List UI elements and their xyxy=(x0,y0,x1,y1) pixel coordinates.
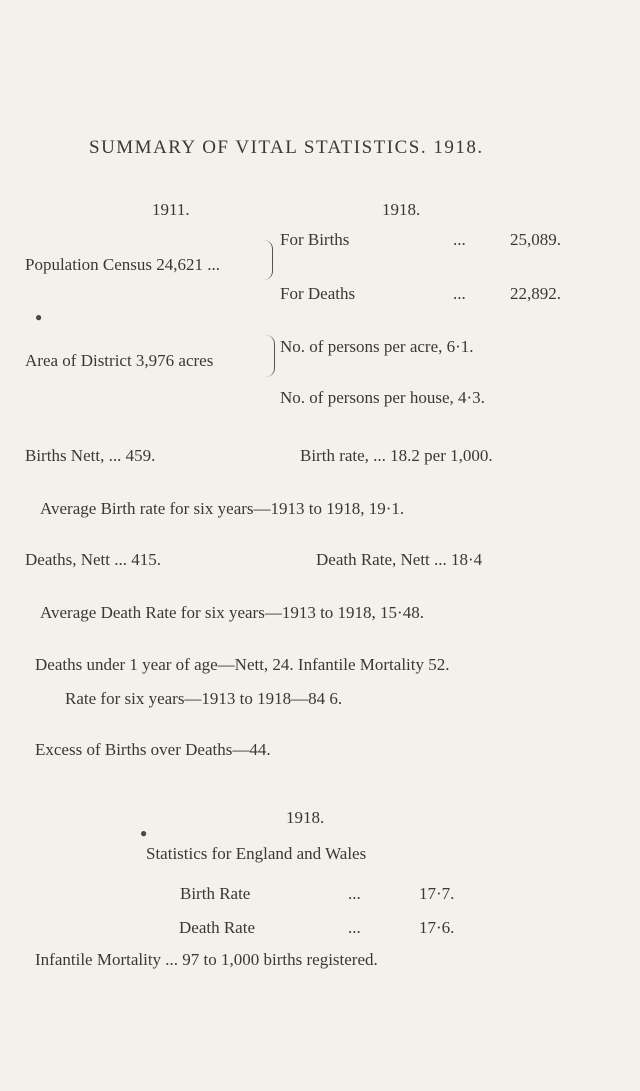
england-birth-label: Birth Rate xyxy=(180,884,251,903)
deaths-nett: Deaths, Nett ... 415. xyxy=(25,550,161,569)
england-birth-dots: ... xyxy=(348,884,361,903)
england-death-dots: ... xyxy=(348,918,361,937)
birth-rate: Birth rate, ... 18.2 per 1,000. xyxy=(300,446,493,465)
births-nett: Births Nett, ... 459. xyxy=(25,446,156,465)
births-value: 25,089. xyxy=(510,230,561,249)
year-1911-heading: 1911. xyxy=(152,200,190,219)
births-label: For Births xyxy=(280,230,350,249)
infant-deaths-line: Deaths under 1 year of age—Nett, 24. Infantile Mortality 52. xyxy=(35,655,450,674)
infant-rate-line: Rate for six years—1913 to 1918—84 6. xyxy=(65,689,343,708)
deaths-dots: ... xyxy=(453,284,466,303)
england-death-value: 17·6. xyxy=(419,918,455,937)
births-dots: ... xyxy=(453,230,466,249)
death-rate-nett: Death Rate, Nett ... 18·4 xyxy=(316,550,483,569)
population-brace xyxy=(262,240,273,280)
deaths-label: For Deaths xyxy=(280,284,356,303)
deaths-value: 22,892. xyxy=(510,284,561,303)
persons-per-acre: No. of persons per acre, 6·1. xyxy=(280,337,474,356)
average-death-rate: Average Death Rate for six years—1913 to 1918, 15·48. xyxy=(40,603,424,622)
ink-speck: ● xyxy=(140,826,148,840)
area-brace xyxy=(264,335,275,377)
england-death-label: Death Rate xyxy=(179,918,255,937)
england-year: 1918. xyxy=(286,808,325,827)
population-census: Population Census 24,621 ... xyxy=(25,255,221,274)
year-1918-heading: 1918. xyxy=(382,200,421,219)
excess-births: Excess of Births over Deaths—44. xyxy=(35,740,271,759)
england-infantile-mortality: Infantile Mortality ... 97 to 1,000 births registered. xyxy=(35,950,378,969)
page-title: SUMMARY OF VITAL STATISTICS. 1918. xyxy=(89,137,484,158)
england-heading: Statistics for England and Wales xyxy=(146,844,367,863)
ink-speck: ● xyxy=(35,310,43,324)
average-birth-rate: Average Birth rate for six years—1913 to 1918, 19·1. xyxy=(40,499,405,518)
area-of-district: Area of District 3,976 acres xyxy=(25,351,214,370)
persons-per-house: No. of persons per house, 4·3. xyxy=(280,388,485,407)
england-birth-value: 17·7. xyxy=(419,884,455,903)
